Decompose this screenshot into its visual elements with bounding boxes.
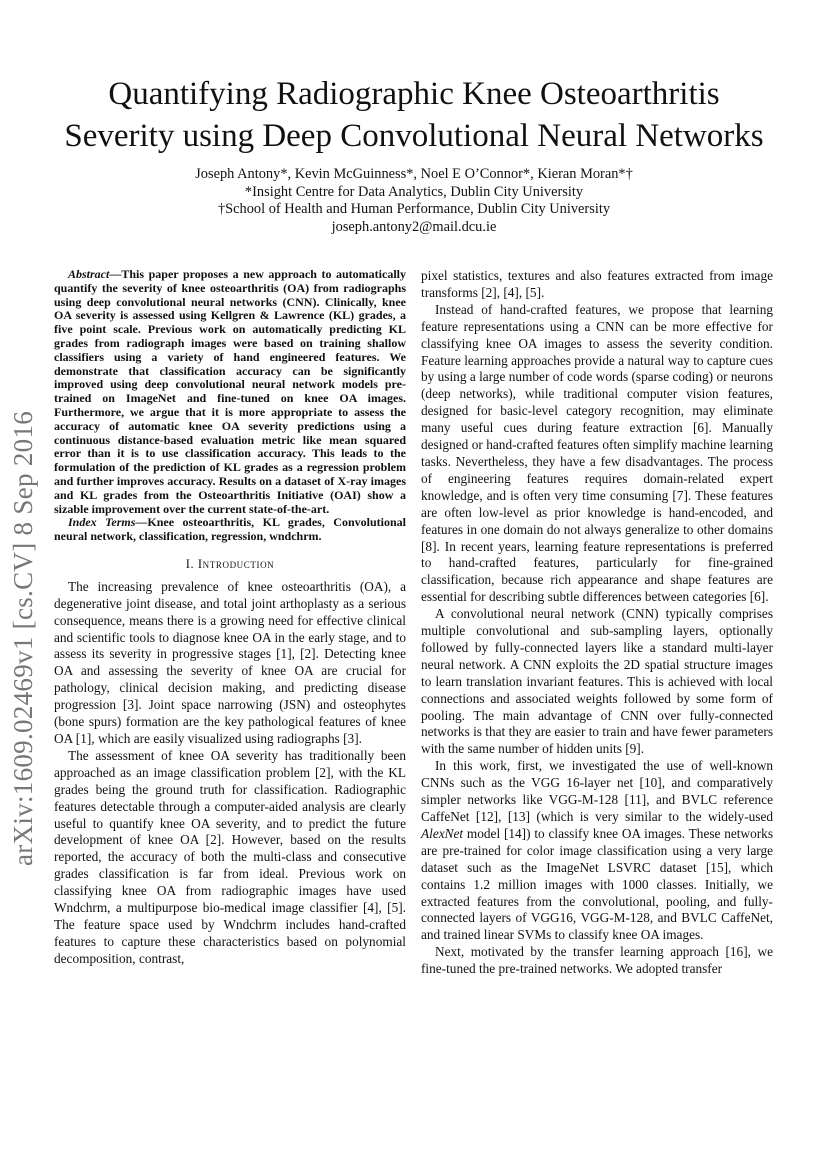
intro-paragraph-4: A convolutional neural network (CNN) typically comprises multiple convolutional and sub-sampling layers, optionally followed by fully-connected layers like a standard multi-layer neural network. A CNN exploits the 2D spatial structure images to learn translation invariant features. This is achieved with local connections and associated weights followed by some form of pooling. The main advantage of CNN over fully-connected networks is that they are easier to train and have fewer parameters with the same number of hidden units [9].: [421, 606, 773, 757]
author-email: joseph.antony2@mail.dcu.ie: [331, 218, 497, 235]
index-terms: [54, 516, 406, 544]
intro-paragraph-5-start: In this work, first, we investigated the use of well-known CNNs such as the VGG 16-layer net [10], and comparatively simpler networks like VGG-M-128 [11], and BVLC reference CaffeNet [12], [13] (which is very similar to the widely-used: [421, 758, 773, 824]
intro-paragraph-1: The increasing prevalence of knee osteoarthritis (OA), a degenerative joint disease, and total joint arthoplasty as a serious consequence, means there is a growing need for effective clinical and scientific tools to diagnose knee OA in the early stage, and to assess its severity in progressive stages [1], [2]. Detecting knee OA and assessing the severity of knee OA are crucial for pathology, clinical decision making, and predicting disease progression [3]. Joint space narrowing (JSN) and osteophytes (bone spurs) formation are the key pathological features of knee OA [1], which are easily visualized using radiographs [3].: [54, 578, 406, 746]
affiliation-insight: *Insight Centre for Data Analytics, Dublin City University: [244, 183, 584, 200]
abstract: [54, 268, 406, 516]
index-terms-text: —Knee osteoarthritis, KL grades, Convolutional neural network, classification, regression, wndchrm.: [54, 515, 406, 544]
author-block: [40, 166, 788, 236]
index-terms-label: Index Terms: [68, 515, 136, 530]
title-line-1: Quantifying Radiographic Knee Osteoarthritis: [108, 76, 720, 112]
section-heading-introduction: I. Introduction: [185, 556, 275, 571]
affiliation-health: †School of Health and Human Performance, Dublin City University: [217, 201, 611, 218]
author-list: Joseph Antony*, Kevin McGuinness*, Noel E O’Connor*, Kieran Moran*†: [195, 166, 633, 182]
abstract-label: Abstract: [68, 267, 110, 281]
right-column: [421, 268, 773, 978]
left-column: [54, 268, 406, 968]
intro-paragraph-6: Next, motivated by the transfer learning approach [16], we fine-tuned the pre-trained networks. We adopted transfer: [421, 944, 773, 977]
paper-title: [40, 73, 788, 157]
intro-paragraph-3: Instead of hand-crafted features, we propose that learning feature representations using a CNN can be more effective for classifying knee OA images to assess the severity condition. Feature learning approaches provide a natural way to capture cues by using a large number of code words (sparse coding) or neurons (deep networks), while traditional computer vision features, designed for basic-level category recognition, may eliminate many useful cues during feature extraction [6]. Manually designed or hand-crafted features often simplify machine learning tasks. Nevertheless, they have a few disadvantages. The process of engineering features requires domain-related expert knowledge, and is often very time consuming [7]. These features are often low-level as prior knowledge is hand-encoded, and features in one domain do not always generalize to other domains [8]. In recent years, learning feature representations is preferred to hand-crafted features, particularly for fine-grained classification, because rich appearance and shape features are essential for describing subtle differences between categories [6].: [421, 301, 773, 605]
alexnet-term: AlexNet: [421, 825, 464, 841]
intro-paragraph-5-end: model [14]) to classify knee OA images. These networks are pre-trained for color image classification using a very large dataset such as the ImageNet LSVRC dataset [15], which contains 1.2 million images with 1000 classes. Initially, we extracted features from the convolutional, pooling, and fully-connected layers of VGG16, VGG-M-128, and BVLC CaffeNet, and trained linear SVMs to classify knee OA images.: [421, 825, 773, 943]
abstract-text: —This paper proposes a new approach to automatically quantify the severity of knee osteoarthritis (OA) from radiographs using deep convolutional neural networks (CNN). Clinically, knee OA severity is assessed using Kellgren & Lawrence (KL) grades, a five point scale. Previous work on automatically predicting KL grades from radiograph images were based on training shallow classifiers using a variety of hand engineered features. We demonstrate that classification accuracy can be significantly improved using deep convolutional neural network models pre-trained on ImageNet and fine-tuned on knee OA images. Furthermore, we argue that it is more appropriate to assess the accuracy of automatic knee OA severity predictions using a continuous distance-based evaluation metric like mean squared error than it is to use classification accuracy. This leads to the formulation of the prediction of KL grades as a regression problem and further improves accuracy. Results on a dataset of X-ray images and KL grades from the Osteoarthritis Initiative (OAI) show a sizable improvement over the current state-of-the-art.: [54, 267, 406, 516]
intro-paragraph-5: [421, 758, 773, 944]
intro-paragraph-2-continued: pixel statistics, textures and also features extracted from image transforms [2], [4], [5].: [421, 268, 773, 300]
title-line-2: Severity using Deep Convolutional Neural Networks: [64, 118, 764, 154]
intro-paragraph-2: The assessment of knee OA severity has traditionally been approached as an image classification problem [2], with the KL grades being the ground truth for classification. Radiographic features detectable through a computer-aided analysis are clearly useful to quantify knee OA severity, and to predict the future development of knee OA [2]. However, based on the results reported, the accuracy of both the multi-class and consecutive grades classification is far from ideal. Previous work on classifying knee OA from radiographic images have used Wndchrm, a multipurpose bio-medical image classifier [4], [5]. The feature space used by Wndchrm includes hand-crafted features to capture these characteristics based on polynomial decomposition, contrast,: [54, 747, 406, 966]
arxiv-stamp: arXiv:1609.02469v1 [cs.CV] 8 Sep 2016: [8, 410, 38, 866]
